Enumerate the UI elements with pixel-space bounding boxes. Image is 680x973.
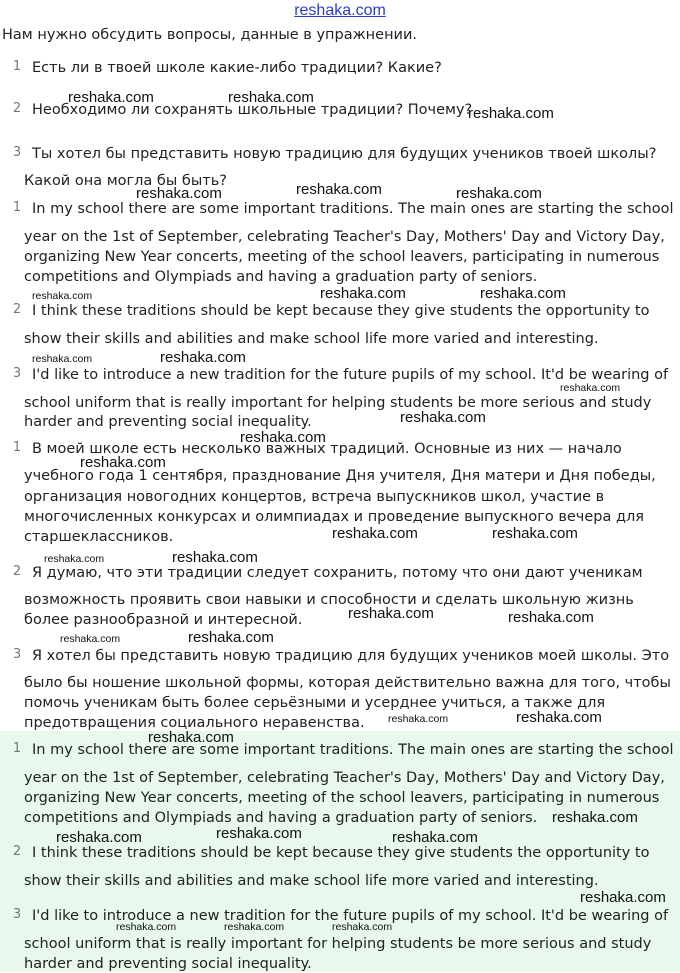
answer-text: competitions and Olympiads and having a graduation party of seniors.: [24, 269, 538, 285]
answer-text: предотвращения социального неравенства.: [24, 715, 365, 731]
answer-text: In my school there are some important traditions. The main ones are starting the school: [32, 742, 674, 758]
watermark: reshaka.com: [456, 185, 542, 202]
answer-text: организация новогодних концертов, встреча выпускников школ, участие в: [24, 489, 605, 505]
answer-text: помочь ученикам быть более серьёзными и усерднее учиться, а также для: [24, 695, 606, 711]
item-number: 2: [12, 564, 22, 579]
watermark: reshaka.com: [136, 185, 222, 202]
watermark: reshaka.com: [148, 729, 234, 746]
answer-text: harder and preventing social inequality.: [24, 956, 312, 972]
item-number: 1: [12, 741, 22, 756]
watermark: reshaka.com: [400, 409, 486, 426]
watermark: reshaka.com: [80, 454, 166, 471]
watermark: reshaka.com: [580, 889, 666, 906]
site-title-link[interactable]: reshaka.com: [294, 2, 386, 19]
watermark: reshaka.com: [116, 921, 177, 933]
answer-text: show their skills and abilities and make school life more varied and interesting.: [24, 873, 599, 889]
item-number: 3: [12, 907, 22, 922]
answer-text: старшеклассников.: [24, 529, 174, 545]
item-number: 3: [12, 145, 22, 160]
watermark: reshaka.com: [480, 285, 566, 302]
answer-text: Я хотел бы представить новую традицию для будущих учеников моей школы. Это: [32, 648, 670, 664]
watermark: reshaka.com: [552, 809, 638, 826]
answer-text: I think these traditions should be kept because they give students the opportunity to: [32, 845, 650, 861]
watermark: reshaka.com: [392, 829, 478, 846]
watermark: reshaka.com: [560, 382, 621, 394]
answer-text: было бы ношение школьной формы, которая действительно важна для того, чтобы: [24, 675, 671, 691]
answer-text: I'd like to introduce a new tradition for the future pupils of my school. It'd be wearing of: [32, 908, 669, 924]
watermark: reshaka.com: [240, 429, 326, 446]
answer-text: I'd like to introduce a new tradition for the future pupils of my school. It'd be wearing of: [32, 367, 669, 383]
answer-text: organizing New Year concerts, meeting of the school leavers, participating in numerous: [24, 790, 660, 806]
watermark: reshaka.com: [224, 921, 285, 933]
answer-text: harder and preventing social inequality.: [24, 414, 312, 430]
watermark: reshaka.com: [332, 525, 418, 542]
watermark: reshaka.com: [32, 290, 93, 302]
watermark: reshaka.com: [508, 609, 594, 626]
item-number: 1: [12, 440, 22, 455]
watermark: reshaka.com: [44, 553, 105, 565]
item-number: 2: [12, 302, 22, 317]
answer-text: school uniform that is really important for helping students be more serious and study: [24, 936, 652, 952]
question-text: Ты хотел бы представить новую традицию для будущих учеников твоей школы?: [32, 146, 657, 162]
item-number: 1: [12, 200, 22, 215]
watermark: reshaka.com: [492, 525, 578, 542]
intro-text: Нам нужно обсудить вопросы, данные в упражнении.: [2, 27, 418, 43]
watermark: reshaka.com: [216, 825, 302, 842]
answer-text: В моей школе есть несколько важных традиций. Основные из них — начало: [32, 441, 622, 457]
item-number: 3: [12, 366, 22, 381]
answer-text: year on the 1st of September, celebrating Teacher's Day, Mothers' Day and Victory Day,: [24, 229, 665, 245]
watermark: reshaka.com: [320, 285, 406, 302]
item-number: 3: [12, 647, 22, 662]
watermark: reshaka.com: [160, 349, 246, 366]
answer-text: более разнообразной и интересной.: [24, 612, 303, 628]
answer-text: school uniform that is really important for helping students be more serious and study: [24, 395, 652, 411]
watermark: reshaka.com: [32, 353, 93, 365]
watermark: reshaka.com: [172, 549, 258, 566]
question-text: Необходимо ли сохранять школьные традиции? Почему?: [32, 102, 473, 118]
answer-text: Я думаю, что эти традиции следует сохранить, потому что они дают ученикам: [32, 565, 643, 581]
watermark: reshaka.com: [332, 921, 393, 933]
watermark: reshaka.com: [228, 89, 314, 106]
watermark: reshaka.com: [348, 605, 434, 622]
watermark: reshaka.com: [296, 181, 382, 198]
question-text: Есть ли в твоей школе какие-либо традиции? Какие?: [32, 60, 442, 76]
item-number: 2: [12, 844, 22, 859]
item-number: 2: [12, 101, 22, 116]
answer-text: учебного года 1 сентября, празднование Дня учителя, Дня матери и Дня победы,: [24, 468, 656, 484]
watermark: reshaka.com: [60, 633, 121, 645]
watermark: reshaka.com: [516, 709, 602, 726]
question-text: Какой она могла бы быть?: [24, 173, 227, 189]
watermark: reshaka.com: [68, 89, 154, 106]
answer-text: show their skills and abilities and make school life more varied and interesting.: [24, 331, 599, 347]
answer-text: In my school there are some important traditions. The main ones are starting the school: [32, 201, 674, 217]
watermark: reshaka.com: [468, 105, 554, 122]
answer-text: многочисленных конкурсах и олимпиадах и проведение выпускного вечера для: [24, 509, 644, 525]
answer-text: возможность проявить свои навыки и способности и сделать школьную жизнь: [24, 592, 634, 608]
answer-text: organizing New Year concerts, meeting of the school leavers, participating in numerous: [24, 249, 660, 265]
watermark: reshaka.com: [56, 829, 142, 846]
answer-text: I think these traditions should be kept because they give students the opportunity to: [32, 303, 650, 319]
item-number: 1: [12, 59, 22, 74]
watermark: reshaka.com: [188, 629, 274, 646]
answer-text: competitions and Olympiads and having a graduation party of seniors.: [24, 810, 538, 826]
watermark: reshaka.com: [388, 713, 449, 725]
answer-text: year on the 1st of September, celebrating Teacher's Day, Mothers' Day and Victory Day,: [24, 770, 665, 786]
